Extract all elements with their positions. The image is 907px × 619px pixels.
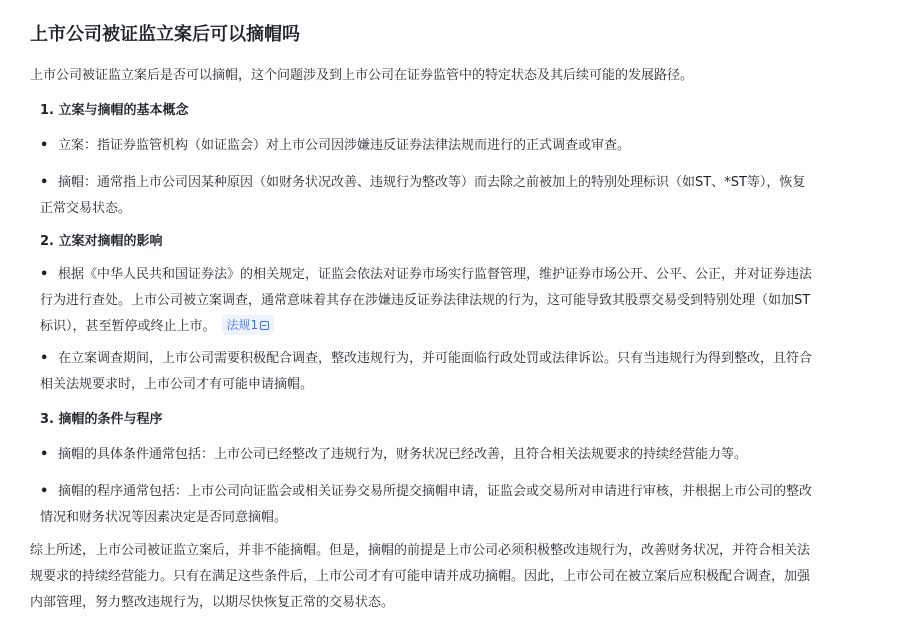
bullet-dot-icon: •: [40, 138, 49, 153]
list-item: • 在立案调查期间，上市公司需要积极配合调查，整改违规行为，并可能面临行政处罚或法律诉讼。只有当违规行为得到整改，且符合 相关法规要求时，上市公司才有可能申请摘帽。: [40, 346, 890, 398]
list-item: • 摘帽的程序通常包括：上市公司向证监会或相关证券交易所提交摘帽申请，证监会或交易所对申请进行审核，并根据上市公司的整改 情况和财务状况等因素决定是否同意摘帽。: [40, 479, 890, 531]
bullet-dot-icon: •: [40, 175, 49, 190]
section-heading: 3. 摘帽的条件与程序: [40, 412, 163, 427]
page-title: 上市公司被证监立案后可以摘帽吗: [30, 24, 300, 45]
bullet-dot-icon: •: [40, 484, 49, 499]
list-item-text: 摘帽的程序通常包括：上市公司向证监会或相关证券交易所提交摘帽申请，证监会或交易所对申请进行审核，并根据上市公司的整改: [58, 484, 813, 499]
section-heading: 1. 立案与摘帽的基本概念: [40, 103, 189, 118]
conclusion-paragraph: 综上所述，上市公司被证监立案后，并非不能摘帽。但是，摘帽的前提是上市公司必须积极整改违规行为，改善财务状况，并符合相关法 规要求的持续经营能力。只有在满足这些条件后，上市公司才有可能申请并成功摘帽。因此，上市公司在被立案后应积极配合调查，加强 内部管理，努力整改违规行为，以期尽快恢复正常的交易状态。: [30, 543, 811, 610]
list-item: [40, 442, 890, 468]
bullet-dot-icon: •: [40, 351, 49, 366]
bullet-dot-icon: •: [40, 267, 49, 282]
list-item-text: 根据《中华人民共和国证券法》的相关规定，证监会依法对证券市场实行监督管理，维护证券市场公开、公平、公正，并对证券违法: [58, 267, 813, 282]
document-icon: [260, 321, 269, 330]
intro-paragraph: 上市公司被证监立案后是否可以摘帽，这个问题涉及到上市公司在证券监管中的特定状态及其后续可能的发展路径。: [30, 68, 694, 83]
list-item-text: 摘帽：通常指上市公司因某种原因（如财务状况改善、违规行为整改等）而去除之前被加上的特别处理标识（如ST、*ST等），恢复: [58, 175, 806, 190]
list-item: • 根据《中华人民共和国证券法》的相关规定，证监会依法对证券市场实行监督管理，维护证券市场公开、公平、公正，并对证券违法 行为进行查处。上市公司被立案调查，通常意味着其存在涉嫌违反证券法律法规的行为，这可能导致其股票交易受到特别处理（如加ST 标识），甚至暂停或终止上市。 法规1: [40, 262, 890, 340]
list-item-text: 摘帽的具体条件通常包括：上市公司已经整改了违规行为，财务状况已经改善，且符合相关法规要求的持续经营能力等。: [58, 447, 748, 462]
list-item-text: 在立案调查期间，上市公司需要积极配合调查，整改违规行为，并可能面临行政处罚或法律诉讼。只有当违规行为得到整改，且符合: [58, 351, 813, 366]
section-heading: 2. 立案对摘帽的影响: [40, 234, 163, 249]
list-item-text: 立案：指证券监管机构（如证监会）对上市公司因涉嫌违反证券法律法规而进行的正式调查或审查。: [58, 138, 631, 153]
list-item: [40, 133, 890, 159]
citation-link[interactable]: 法规1: [222, 315, 275, 335]
bullet-dot-icon: •: [40, 447, 49, 462]
list-item: • 摘帽：通常指上市公司因某种原因（如财务状况改善、违规行为整改等）而去除之前被加上的特别处理标识（如ST、*ST等），恢复 正常交易状态。: [40, 170, 890, 222]
